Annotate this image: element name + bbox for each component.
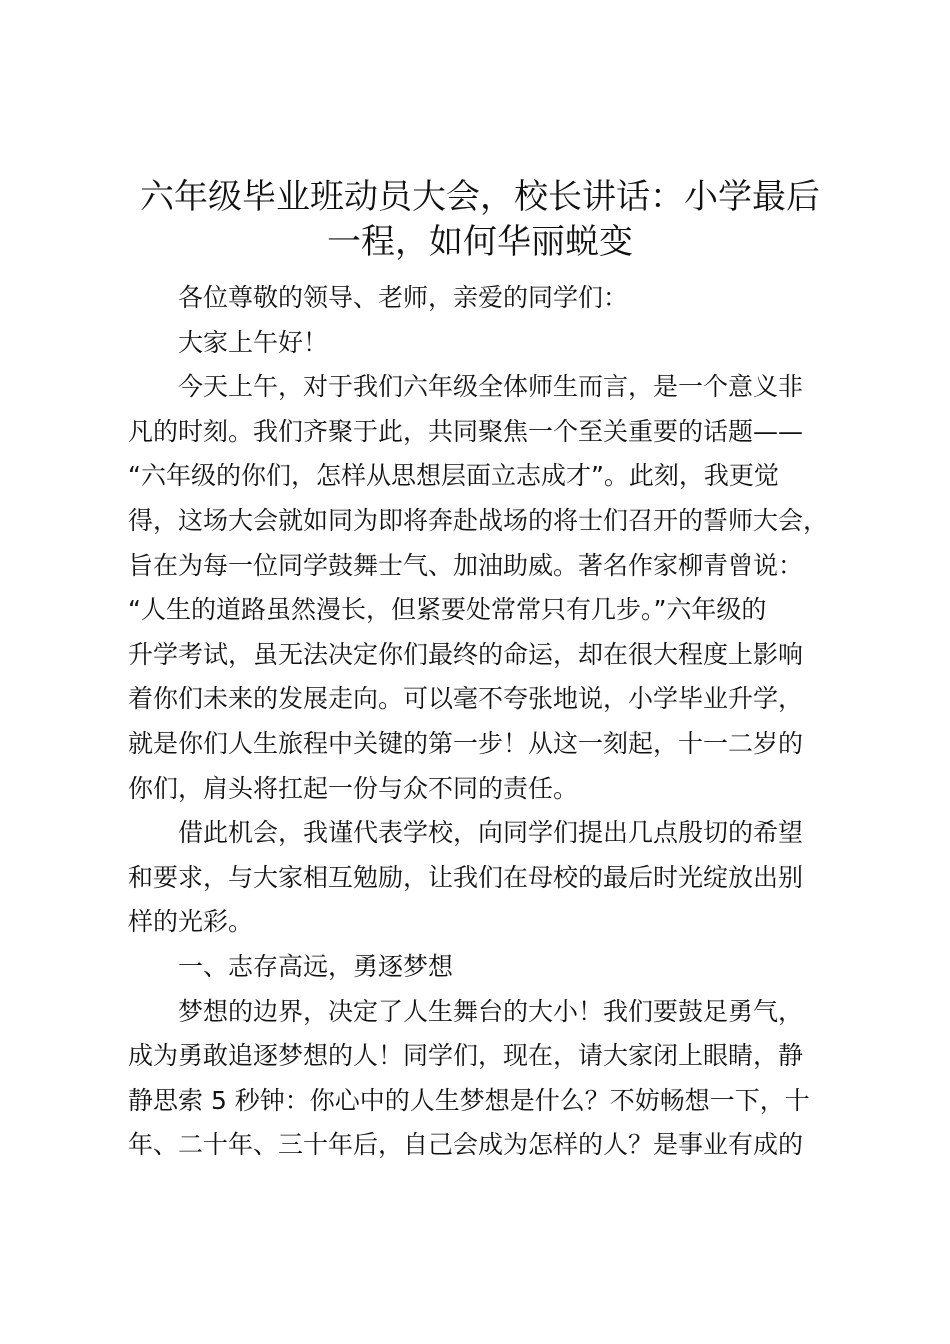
document-title: [100, 170, 860, 262]
paragraph-line: 借此机会，我谨代表学校，向同学们提出几点殷切的希望: [178, 818, 804, 848]
paragraph-line: 你们，肩头将扛起一份与众不同的责任。: [128, 773, 579, 803]
paragraph-line: 梦想的边界，决定了人生舞台的大小！我们要鼓足勇气，: [178, 996, 804, 1026]
paragraph-line: 就是你们人生旅程中关键的第一步！从这一刻起，十一二岁的: [128, 728, 804, 758]
title-line-2: 一程，如何华丽蜕变: [327, 221, 633, 262]
paragraph-line: 年、二十年、三十年后，自己会成为怎样的人？是事业有成的: [128, 1130, 804, 1160]
paragraph-line: 静思索 5 秒钟：你心中的人生梦想是什么？不妨畅想一下，十: [128, 1085, 810, 1115]
paragraph-line: 今天上午，对于我们六年级全体师生而言，是一个意义非: [178, 372, 804, 402]
title-line-1: 六年级毕业班动员大会，校长讲话：小学最后: [140, 177, 820, 217]
greeting: 大家上午好！: [178, 327, 329, 357]
paragraph-line: 样的光彩。: [128, 907, 254, 937]
paragraph-line: 凡的时刻。我们齐聚于此，共同聚焦一个至关重要的话题——: [128, 416, 804, 446]
paragraph-line: 成为勇敢追逐梦想的人！同学们，现在，请大家闭上眼睛，静: [128, 1041, 804, 1071]
document-body: [128, 276, 838, 1168]
paragraph-line: 得，这场大会就如同为即将奔赴战场的将士们召开的誓师大会，: [128, 505, 829, 535]
salutation: 各位尊敬的领导、老师，亲爱的同学们：: [178, 283, 629, 312]
paragraph-line: “六年级的你们，怎样从思想层面立志成才”。此刻，我更觉: [128, 461, 779, 491]
section-heading: 一、志存高远，勇逐梦想: [178, 951, 454, 981]
paragraph-line: 和要求，与大家相互勉励，让我们在母校的最后时光绽放出别: [128, 862, 804, 892]
paragraph-line: 旨在为每一位同学鼓舞士气、加油助威。著名作家柳青曾说：: [128, 550, 804, 580]
paragraph-line: “人生的道路虽然漫长，但紧要处常常只有几步。”六年级的: [128, 595, 767, 625]
paragraph-line: 升学考试，虽无法决定你们最终的命运，却在很大程度上影响: [128, 639, 804, 669]
paragraph-line: 着你们未来的发展走向。可以毫不夸张地说，小学毕业升学，: [128, 684, 804, 714]
